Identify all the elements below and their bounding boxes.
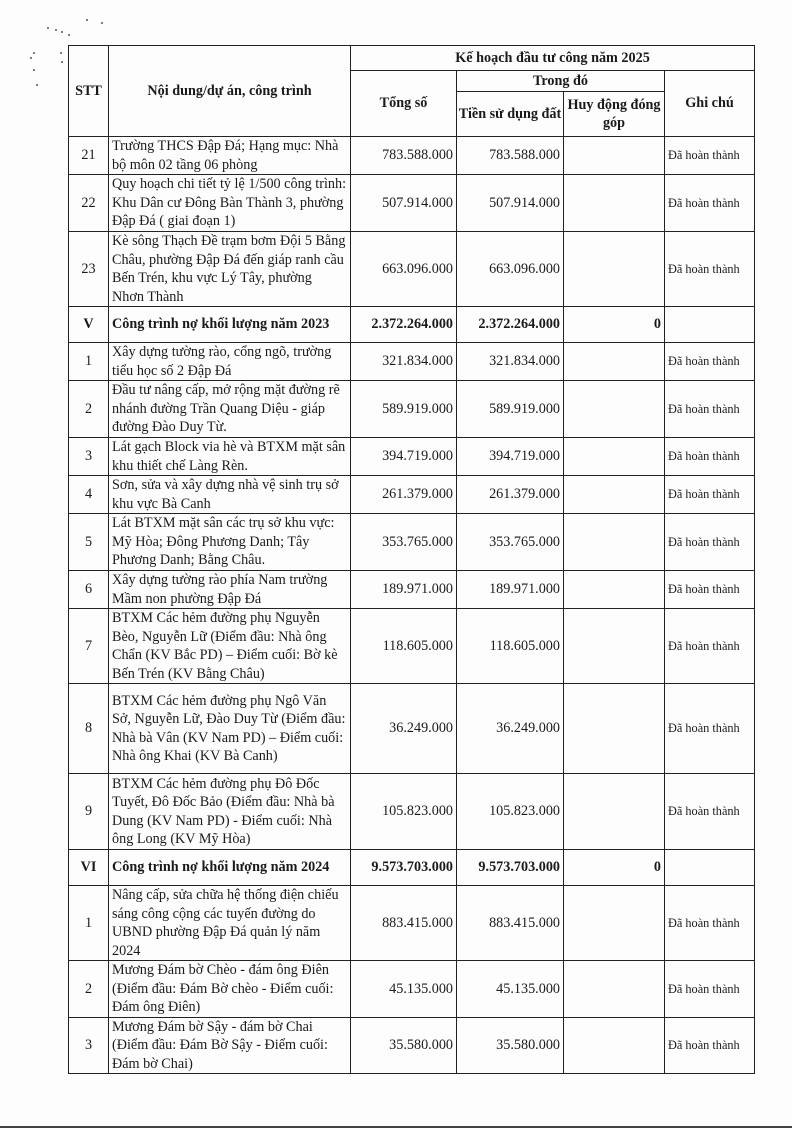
row-contribution	[564, 343, 665, 381]
row-contribution	[564, 1017, 665, 1074]
table-row	[69, 175, 755, 232]
row-land-use: 36.249.000	[457, 684, 564, 774]
scan-artifact	[101, 22, 103, 24]
row-total: 261.379.000	[351, 476, 457, 514]
header-note: Ghi chú	[665, 71, 755, 137]
row-contribution	[564, 476, 665, 514]
row-land-use: 589.919.000	[457, 381, 564, 438]
row-content: Xây dựng tường rào phía Nam trường Mầm non phường Đập Đá	[109, 571, 351, 609]
row-note: Đã hoàn thành	[665, 514, 755, 571]
row-note: Đã hoàn thành	[665, 684, 755, 774]
header-of-which: Trong đó	[457, 71, 665, 92]
row-total: 589.919.000	[351, 381, 457, 438]
row-land-use: 45.135.000	[457, 961, 564, 1018]
row-contribution: 0	[564, 307, 665, 343]
row-total: 783.588.000	[351, 137, 457, 175]
row-total: 2.372.264.000	[351, 307, 457, 343]
row-contribution	[564, 381, 665, 438]
table-row	[69, 609, 755, 684]
header-contribution: Huy động đóng góp	[564, 92, 665, 137]
table-row	[69, 1017, 755, 1074]
row-content: BTXM Các hẻm đường phụ Đô Đốc Tuyết, Đô Đốc Bảo (Điểm đầu: Nhà bà Dung (KV Nam PD) - Điểm cuối: Nhà ông Long (KV Mỹ Hòa)	[109, 774, 351, 850]
row-total: 118.605.000	[351, 609, 457, 684]
row-land-use: 321.834.000	[457, 343, 564, 381]
table-row	[69, 684, 755, 774]
scan-artifact	[33, 69, 35, 71]
table-row	[69, 381, 755, 438]
header-total: Tổng số	[351, 71, 457, 137]
row-total: 189.971.000	[351, 571, 457, 609]
row-stt: 21	[69, 137, 109, 175]
row-total: 353.765.000	[351, 514, 457, 571]
row-total: 883.415.000	[351, 886, 457, 961]
table-row	[69, 232, 755, 307]
section-row	[69, 307, 755, 343]
scan-artifact	[47, 27, 49, 29]
row-total: 394.719.000	[351, 438, 457, 476]
header-land-use: Tiền sử dụng đất	[457, 92, 564, 137]
row-stt: 8	[69, 684, 109, 774]
row-total: 9.573.703.000	[351, 850, 457, 886]
row-land-use: 353.765.000	[457, 514, 564, 571]
row-note: Đã hoàn thành	[665, 175, 755, 232]
scan-artifact	[36, 84, 38, 86]
row-content: Mương Đám bờ Chèo - đám ông Điên (Điểm đầu: Đám Bờ chèo - Điểm cuối: Đám ông Điên)	[109, 961, 351, 1018]
row-content: Xây dựng tường rào, cổng ngõ, trường tiểu học số 2 Đập Đá	[109, 343, 351, 381]
row-stt: 6	[69, 571, 109, 609]
row-content: BTXM Các hẻm đường phụ Nguyễn Bèo, Nguyễn Lữ (Điểm đầu: Nhà ông Chẩn (KV Bắc PD) – Điểm cuối: Bờ kè Bến Trén (KV Bằng Châu)	[109, 609, 351, 684]
row-contribution	[564, 961, 665, 1018]
row-content: Công trình nợ khối lượng năm 2024	[109, 850, 351, 886]
row-stt: 2	[69, 381, 109, 438]
row-land-use: 394.719.000	[457, 438, 564, 476]
row-stt: 22	[69, 175, 109, 232]
row-note: Đã hoàn thành	[665, 961, 755, 1018]
row-note: Đã hoàn thành	[665, 476, 755, 514]
table-row	[69, 438, 755, 476]
row-content: Nâng cấp, sửa chữa hệ thống điện chiếu sáng công cộng các tuyến đường do UBND phường Đập Đá quản lý năm 2024	[109, 886, 351, 961]
row-content: Đầu tư nâng cấp, mở rộng mặt đường rẽ nhánh đường Trần Quang Diệu - giáp đường Đào Duy Từ.	[109, 381, 351, 438]
row-note: Đã hoàn thành	[665, 609, 755, 684]
row-land-use: 118.605.000	[457, 609, 564, 684]
row-stt: 3	[69, 1017, 109, 1074]
scan-artifact	[60, 52, 62, 54]
table-row	[69, 476, 755, 514]
table-row	[69, 961, 755, 1018]
row-stt: 1	[69, 343, 109, 381]
row-content: Công trình nợ khối lượng năm 2023	[109, 307, 351, 343]
row-contribution	[564, 514, 665, 571]
row-note: Đã hoàn thành	[665, 774, 755, 850]
row-land-use: 189.971.000	[457, 571, 564, 609]
row-note	[665, 307, 755, 343]
row-land-use: 663.096.000	[457, 232, 564, 307]
row-land-use: 35.580.000	[457, 1017, 564, 1074]
scan-artifact	[61, 61, 63, 63]
scan-artifact	[55, 29, 57, 31]
row-stt: 7	[69, 609, 109, 684]
row-stt: 23	[69, 232, 109, 307]
table-header	[69, 46, 755, 137]
row-total: 35.580.000	[351, 1017, 457, 1074]
row-land-use: 9.573.703.000	[457, 850, 564, 886]
table-row	[69, 514, 755, 571]
row-stt: VI	[69, 850, 109, 886]
row-note: Đã hoàn thành	[665, 232, 755, 307]
row-contribution	[564, 774, 665, 850]
row-land-use: 783.588.000	[457, 137, 564, 175]
row-contribution: 0	[564, 850, 665, 886]
row-note: Đã hoàn thành	[665, 381, 755, 438]
row-total: 321.834.000	[351, 343, 457, 381]
row-land-use: 261.379.000	[457, 476, 564, 514]
row-stt: 1	[69, 886, 109, 961]
row-stt: V	[69, 307, 109, 343]
row-land-use: 2.372.264.000	[457, 307, 564, 343]
row-total: 36.249.000	[351, 684, 457, 774]
row-note: Đã hoàn thành	[665, 571, 755, 609]
row-land-use: 105.823.000	[457, 774, 564, 850]
row-note	[665, 850, 755, 886]
row-note: Đã hoàn thành	[665, 1017, 755, 1074]
row-land-use: 883.415.000	[457, 886, 564, 961]
row-land-use: 507.914.000	[457, 175, 564, 232]
row-content: Kè sông Thạch Đề trạm bơm Đội 5 Bằng Châu, phường Đập Đá đến giáp ranh cầu Bến Trén, khu vực Lý Tây, phường Nhơn Thành	[109, 232, 351, 307]
row-content: Sơn, sửa và xây dựng nhà vệ sinh trụ sở khu vực Bà Canh	[109, 476, 351, 514]
row-content: Mương Đám bờ Sậy - đám bờ Chai (Điểm đầu: Đám Bờ Sậy - Điểm cuối: Đám bờ Chai)	[109, 1017, 351, 1074]
investment-plan-table	[68, 45, 755, 1074]
row-content: Trường THCS Đập Đá; Hạng mục: Nhà bộ môn 02 tầng 06 phòng	[109, 137, 351, 175]
row-contribution	[564, 232, 665, 307]
scan-artifact	[33, 52, 35, 54]
row-total: 507.914.000	[351, 175, 457, 232]
table-row	[69, 571, 755, 609]
table-row	[69, 886, 755, 961]
scan-artifact	[61, 31, 63, 33]
row-stt: 5	[69, 514, 109, 571]
table-row	[69, 774, 755, 850]
table-body	[69, 137, 755, 1074]
row-total: 663.096.000	[351, 232, 457, 307]
row-content: BTXM Các hẻm đường phụ Ngô Văn Sở, Nguyễn Lữ, Đào Duy Từ (Điểm đầu: Nhà bà Vân (KV Nam PD) – Điểm cuối: Nhà ông Khai (KV Bà Canh)	[109, 684, 351, 774]
section-row	[69, 850, 755, 886]
row-contribution	[564, 438, 665, 476]
row-content: Lát gạch Block via hè và BTXM mặt sân khu thiết chế Làng Rèn.	[109, 438, 351, 476]
row-stt: 4	[69, 476, 109, 514]
row-contribution	[564, 137, 665, 175]
header-plan-group: Kế hoạch đầu tư công năm 2025	[351, 46, 755, 71]
row-note: Đã hoàn thành	[665, 343, 755, 381]
row-total: 45.135.000	[351, 961, 457, 1018]
row-note: Đã hoàn thành	[665, 137, 755, 175]
scan-artifact	[86, 19, 88, 21]
row-total: 105.823.000	[351, 774, 457, 850]
row-contribution	[564, 175, 665, 232]
row-note: Đã hoàn thành	[665, 438, 755, 476]
table-row	[69, 137, 755, 175]
scan-artifact	[30, 57, 32, 59]
scan-artifact	[68, 34, 70, 36]
header-stt: STT	[69, 46, 109, 137]
table-row	[69, 343, 755, 381]
row-note: Đã hoàn thành	[665, 886, 755, 961]
row-stt: 2	[69, 961, 109, 1018]
row-contribution	[564, 886, 665, 961]
row-contribution	[564, 684, 665, 774]
row-content: Quy hoạch chi tiết tỷ lệ 1/500 công trình: Khu Dân cư Đông Bàn Thành 3, phường Đập Đá ( giai đoạn 1)	[109, 175, 351, 232]
row-contribution	[564, 609, 665, 684]
row-stt: 3	[69, 438, 109, 476]
header-content: Nội dung/dự án, công trình	[109, 46, 351, 137]
row-content: Lát BTXM mặt sân các trụ sở khu vực: Mỹ Hòa; Đông Phương Danh; Tây Phương Danh; Bằng Châu.	[109, 514, 351, 571]
row-contribution	[564, 571, 665, 609]
row-stt: 9	[69, 774, 109, 850]
